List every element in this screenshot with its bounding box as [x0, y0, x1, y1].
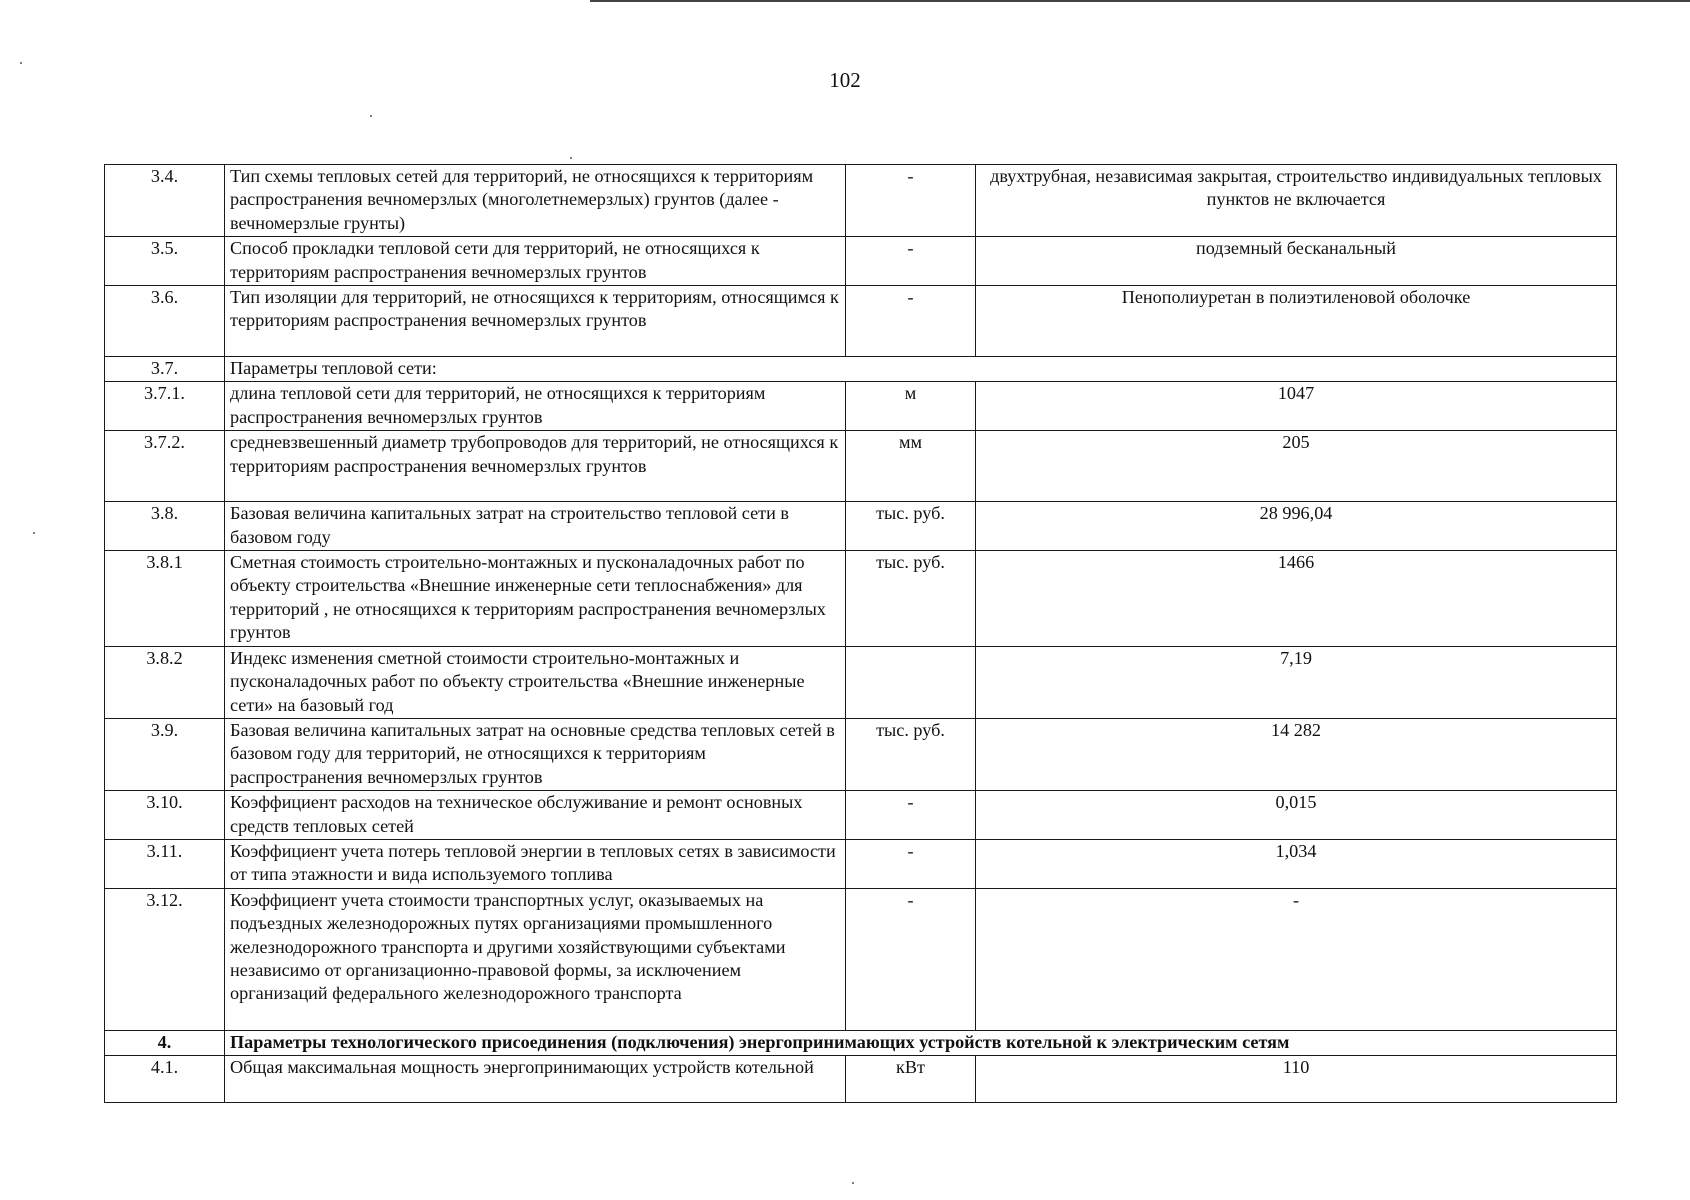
unit-cell: тыс. руб.	[846, 551, 976, 647]
row-number-cell: 3.8.1	[105, 551, 225, 647]
section-title-cell: Параметры технологического присоединения (подключения) энергопринимающих устройств котельной к электрическим сетям	[225, 1030, 1617, 1055]
unit-cell: -	[846, 286, 976, 357]
value-cell: 0,015	[976, 791, 1617, 840]
table-row	[105, 431, 1617, 502]
parameter-name-cell: Базовая величина капитальных затрат на строительство тепловой сети в базовом году	[225, 502, 846, 551]
table-row	[105, 718, 1617, 790]
row-number-cell: 4.	[105, 1030, 225, 1055]
unit-cell: тыс. руб.	[846, 718, 976, 790]
table-row	[105, 382, 1617, 431]
row-number-cell: 3.11.	[105, 839, 225, 888]
section-title-cell: Параметры тепловой сети:	[225, 357, 1617, 382]
parameter-name-cell: средневзвешенный диаметр трубопроводов для территорий, не относящихся к территориям распространения вечномерзлых грунтов	[225, 431, 846, 502]
row-number-cell: 3.8.	[105, 502, 225, 551]
table-row	[105, 551, 1617, 647]
table-row	[105, 502, 1617, 551]
table-row	[105, 165, 1617, 237]
table-row	[105, 1056, 1617, 1103]
unit-cell: -	[846, 888, 976, 1030]
row-number-cell: 3.8.2	[105, 646, 225, 718]
scan-speck	[20, 62, 22, 64]
scan-speck	[852, 1182, 854, 1184]
row-number-cell: 3.7.	[105, 357, 225, 382]
parameter-name-cell: Способ прокладки тепловой сети для территорий, не относящихся к территориям распространения вечномерзлых грунтов	[225, 237, 846, 286]
parameter-name-cell: Коэффициент учета потерь тепловой энергии в тепловых сетях в зависимости от типа этажности и вида используемого топлива	[225, 839, 846, 888]
unit-cell: -	[846, 839, 976, 888]
row-number-cell: 3.7.2.	[105, 431, 225, 502]
parameters-table-body	[105, 165, 1617, 1103]
parameter-name-cell: Коэффициент учета стоимости транспортных услуг, оказываемых на подъездных железнодорожных путях организациями промышленного железнодорожного транспорта и другими хозяйствующими субъектами независимо от организационно-правовой формы, за исключением организаций федерального железнодорожного транспорта	[225, 888, 846, 1030]
row-number-cell: 3.10.	[105, 791, 225, 840]
value-cell: 1,034	[976, 839, 1617, 888]
table-row	[105, 646, 1617, 718]
row-number-cell: 3.5.	[105, 237, 225, 286]
parameter-name-cell: Тип схемы тепловых сетей для территорий, не относящихся к территориям распространения вечномерзлых (многолетнемерзлых) грунтов (далее - вечномерзлые грунты)	[225, 165, 846, 237]
unit-cell: -	[846, 791, 976, 840]
parameter-name-cell: Сметная стоимость строительно-монтажных и пусконаладочных работ по объекту строительства «Внешние инженерные сети теплоснабжения» для территорий , не относящихся к территориям распространения вечномерзлых грунтов	[225, 551, 846, 647]
parameter-name-cell: Коэффициент расходов на техническое обслуживание и ремонт основных средств тепловых сетей	[225, 791, 846, 840]
row-number-cell: 3.7.1.	[105, 382, 225, 431]
value-cell: двухтрубная, независимая закрытая, строительство индивидуальных тепловых пунктов не включается	[976, 165, 1617, 237]
row-number-cell: 3.6.	[105, 286, 225, 357]
unit-cell: кВт	[846, 1056, 976, 1103]
value-cell: 28 996,04	[976, 502, 1617, 551]
parameter-name-cell: длина тепловой сети для территорий, не относящихся к территориям распространения вечномерзлых грунтов	[225, 382, 846, 431]
value-cell: 1047	[976, 382, 1617, 431]
row-number-cell: 3.4.	[105, 165, 225, 237]
row-number-cell: 3.9.	[105, 718, 225, 790]
value-cell: 110	[976, 1056, 1617, 1103]
row-number-cell: 3.12.	[105, 888, 225, 1030]
unit-cell	[846, 646, 976, 718]
unit-cell: мм	[846, 431, 976, 502]
parameters-table	[104, 164, 1617, 1103]
parameter-name-cell: Общая максимальная мощность энергопринимающих устройств котельной	[225, 1056, 846, 1103]
unit-cell: -	[846, 237, 976, 286]
parameter-name-cell: Индекс изменения сметной стоимости строительно-монтажных и пусконаладочных работ по объекту строительства «Внешние инженерные сети» на базовый год	[225, 646, 846, 718]
value-cell: -	[976, 888, 1617, 1030]
table-row	[105, 888, 1617, 1030]
value-cell: 14 282	[976, 718, 1617, 790]
scan-edge-line	[590, 0, 1690, 2]
value-cell: 205	[976, 431, 1617, 502]
page-number: 102	[829, 68, 861, 92]
table-row	[105, 286, 1617, 357]
table-row	[105, 839, 1617, 888]
scan-speck	[33, 532, 35, 534]
table-row	[105, 1030, 1617, 1055]
parameter-name-cell: Базовая величина капитальных затрат на основные средства тепловых сетей в базовом году для территорий, не относящихся к территориям распространения вечномерзлых грунтов	[225, 718, 846, 790]
scan-speck	[570, 157, 572, 159]
table-row	[105, 791, 1617, 840]
row-number-cell: 4.1.	[105, 1056, 225, 1103]
unit-cell: -	[846, 165, 976, 237]
table-row	[105, 357, 1617, 382]
value-cell: Пенополиуретан в полиэтиленовой оболочке	[976, 286, 1617, 357]
parameter-name-cell: Тип изоляции для территорий, не относящихся к территориям, относящимся к территориям распространения вечномерзлых грунтов	[225, 286, 846, 357]
scan-speck	[370, 115, 372, 117]
value-cell: подземный бесканальный	[976, 237, 1617, 286]
value-cell: 7,19	[976, 646, 1617, 718]
unit-cell: тыс. руб.	[846, 502, 976, 551]
value-cell: 1466	[976, 551, 1617, 647]
unit-cell: м	[846, 382, 976, 431]
table-row	[105, 237, 1617, 286]
